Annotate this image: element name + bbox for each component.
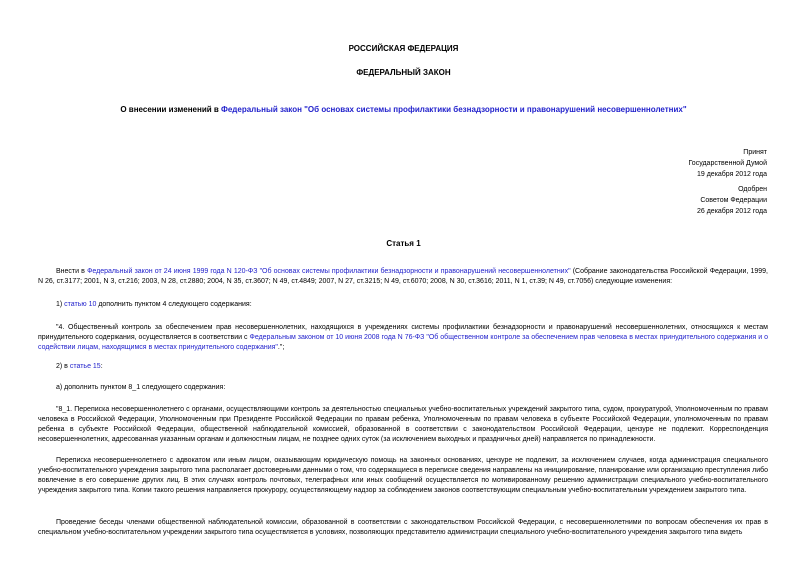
paragraph-point-4: [38, 323, 768, 353]
paragraph-item-1: [38, 300, 768, 310]
text: 1): [56, 301, 65, 308]
text: Внести в: [56, 268, 88, 275]
paragraph-item-2: [38, 362, 768, 372]
text: "4. Общественный контроль за обеспечением прав несовершеннолетних, находящихся в учреждениях системы профилактики безнадзорности и правонарушений несовершеннолетних, относящихся к местам принудительного содержания, осуществляется в соответствии с: [38, 324, 768, 341]
adoption-duma: [688, 147, 767, 180]
adoption-line: 26 декабря 2012 года: [696, 208, 767, 215]
adoption-line: Принят: [743, 149, 767, 156]
text: (Собрание законодательства Российской Федерации, 1999, N 26, ст.3177; 2001, N 3, ст.216; 2003, N 28, ст.2880; 2004, N 35, ст.3607; N 49, ст.4849; 2007, N 27, ст.3215; N 49, ст.6070; 2008, N 30, ст.3616; 2011, N 1, ст.39; N 49, ст.7056) следующие изменения:: [38, 268, 768, 285]
paragraph-conversation: Проведение беседы членами общественной наблюдательной комиссии, образованной в соответствии с законодательством Российской Федерации, с несовершеннолетними по вопросам обеспечения их прав в специальном учебно-воспитательном учреждении закрытого типа осуществляется в условиях, позволяющих представителю администрации специального учебно-воспитательного учреждения закрытого типа видеть: [38, 519, 768, 536]
country-heading: РОССИЙСКАЯ ФЕДЕРАЦИЯ: [348, 44, 459, 53]
doc-type-heading: ФЕДЕРАЛЬНЫЙ ЗАКОН: [356, 68, 451, 77]
paragraph-intro: [38, 267, 768, 287]
adoption-council: [697, 184, 767, 217]
paragraph-8-1: "8_1. Переписка несовершеннолетнего с органами, осуществляющими контроль за деятельностью специальных учебно-воспитательных учреждений закрытого типа, судом, прокуратурой, Уполномоченным по правам человека в Российской Федерации, Уполномоченным при Президенте Российской Федерации по правам ребенка, Уполномоченным по правам человека в субъекте Российской Федерации, уполномоченным по правам ребенка в субъекте Российской Федерации, общественной наблюдательной комиссией, образованной в соответствии с законодательством Российской Федерации, цензуре не подлежит. Корреспонденция несовершеннолетних, адресованная указанным органам и должностным лицам, не позднее одних суток (за исключением выходных и праздничных дней) направляется по принадлежности.: [38, 406, 768, 443]
text: дополнить пунктом 4 следующего содержания:: [96, 301, 252, 308]
paragraph-correspondence: Переписка несовершеннолетнего с адвокатом или иным лицом, оказывающим юридическую помощь на законных основаниях, цензуре не подлежит, за исключением случаев, когда администрация специального учебно-воспитательного учреждения закрытого типа располагает достоверными данными о том, что содержащиеся в переписке сведения направлены на инициирование, планирование или организацию преступления либо вовлечение в его совершение других лиц. В этих случаях контроль почтовых, телеграфных или иных сообщений осуществляется по мотивированному решению администрации специального учебно-воспитательного учреждения закрытого типа. Копии такого решения направляется прокурору, осуществляющему надзор за соблюдением законов соответствующим специальным учебно-воспитательным учреждением закрытого типа.: [38, 457, 768, 494]
law-link[interactable]: Федеральный закон от 24 июня 1999 года N 120-ФЗ "Об основах системы профилактики безнадзорности и правонарушений несовершеннолетних": [87, 268, 571, 275]
text: 2) в: [56, 363, 70, 370]
article-15-link[interactable]: статье 15: [69, 363, 101, 370]
adoption-line: Советом Федерации: [700, 197, 767, 204]
adoption-line: 19 декабря 2012 года: [696, 171, 767, 178]
text: :: [100, 363, 103, 370]
text: .";: [277, 344, 285, 351]
title-prefix: О внесении изменений в: [120, 105, 222, 114]
federal-law-76-link[interactable]: Федеральным законом от 10 июня 2008 года N 76-ФЗ "Об общественном контроле за обеспечением прав человека в местах принудительного содержания и о содействии лицам, находящимся в местах принудительного содержания": [38, 334, 769, 351]
document-title: [0, 105, 807, 115]
adoption-line: Одобрен: [738, 186, 767, 193]
article-10-link[interactable]: статью 10: [64, 301, 97, 308]
adoption-line: Государственной Думой: [688, 160, 767, 167]
paragraph-sub-a: а) дополнить пунктом 8_1 следующего содержания:: [56, 384, 226, 391]
title-law-link[interactable]: Федеральный закон "Об основах системы профилактики безнадзорности и правонарушений несовершеннолетних": [221, 105, 687, 114]
article-heading: Статья 1: [386, 239, 421, 248]
